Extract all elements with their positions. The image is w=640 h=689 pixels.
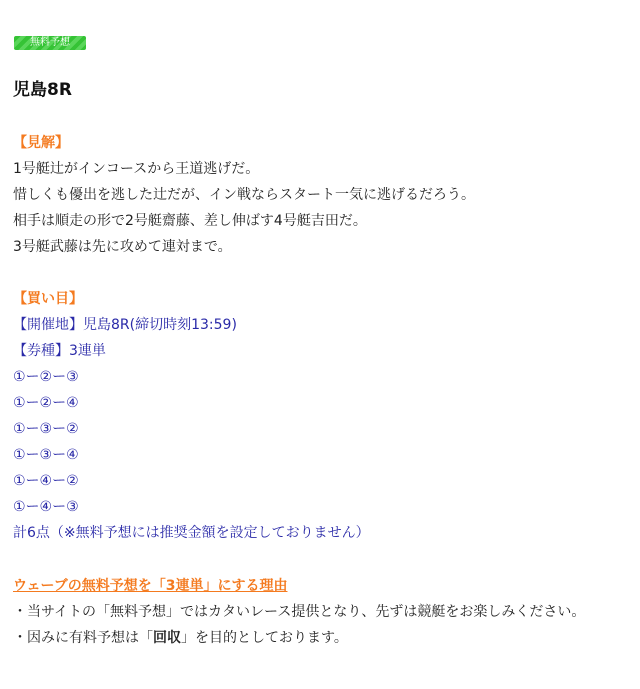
bet-combination: ①ー④ー③ bbox=[13, 499, 79, 515]
bets-venue: 【開催地】児島8R(締切時刻13:59) bbox=[13, 317, 237, 333]
bet-combination: ①ー②ー③ bbox=[13, 369, 79, 385]
reason-line-2-bold: 回収 bbox=[153, 630, 181, 646]
reason-line-2-suffix: 」を目的としております。 bbox=[181, 630, 348, 646]
reason-heading-link[interactable]: ウェーブの無料予想を「3連単」にする理由 bbox=[13, 578, 288, 594]
opinion-line: 惜しくも優出を逃した辻だが、イン戦ならスタート一気に逃げるだろう。 bbox=[13, 187, 475, 203]
reason-line-2-prefix: ・因みに有料予想は「 bbox=[13, 630, 153, 646]
reason-heading-wrap[interactable] bbox=[13, 577, 287, 595]
bet-combination: ①ー④ー② bbox=[13, 473, 79, 489]
race-title: 児島8R bbox=[13, 80, 72, 100]
opinion-line: 3号艇武藤は先に攻めて連対まで。 bbox=[13, 239, 232, 255]
reason-line-2 bbox=[13, 629, 348, 647]
bets-total: 計6点（※無料予想には推奨金額を設定しておりません） bbox=[13, 525, 370, 541]
opinion-line: 1号艇辻がインコースから王道逃げだ。 bbox=[13, 161, 260, 177]
bet-combination: ①ー③ー④ bbox=[13, 447, 79, 463]
bets-heading: 【買い目】 bbox=[13, 291, 83, 307]
bet-combination: ①ー②ー④ bbox=[13, 395, 79, 411]
reason-line-1: ・当サイトの「無料予想」ではカタいレース提供となり、先ずは競艇をお楽しみください。 bbox=[13, 604, 586, 620]
bet-combination: ①ー③ー② bbox=[13, 421, 79, 437]
bets-ticket-type: 【券種】3連単 bbox=[13, 343, 106, 359]
opinion-heading: 【見解】 bbox=[13, 135, 69, 151]
free-prediction-badge: 無料予想 bbox=[14, 36, 86, 50]
opinion-line: 相手は順走の形で2号艇齋藤、差し伸ばす4号艇吉田だ。 bbox=[13, 213, 367, 229]
